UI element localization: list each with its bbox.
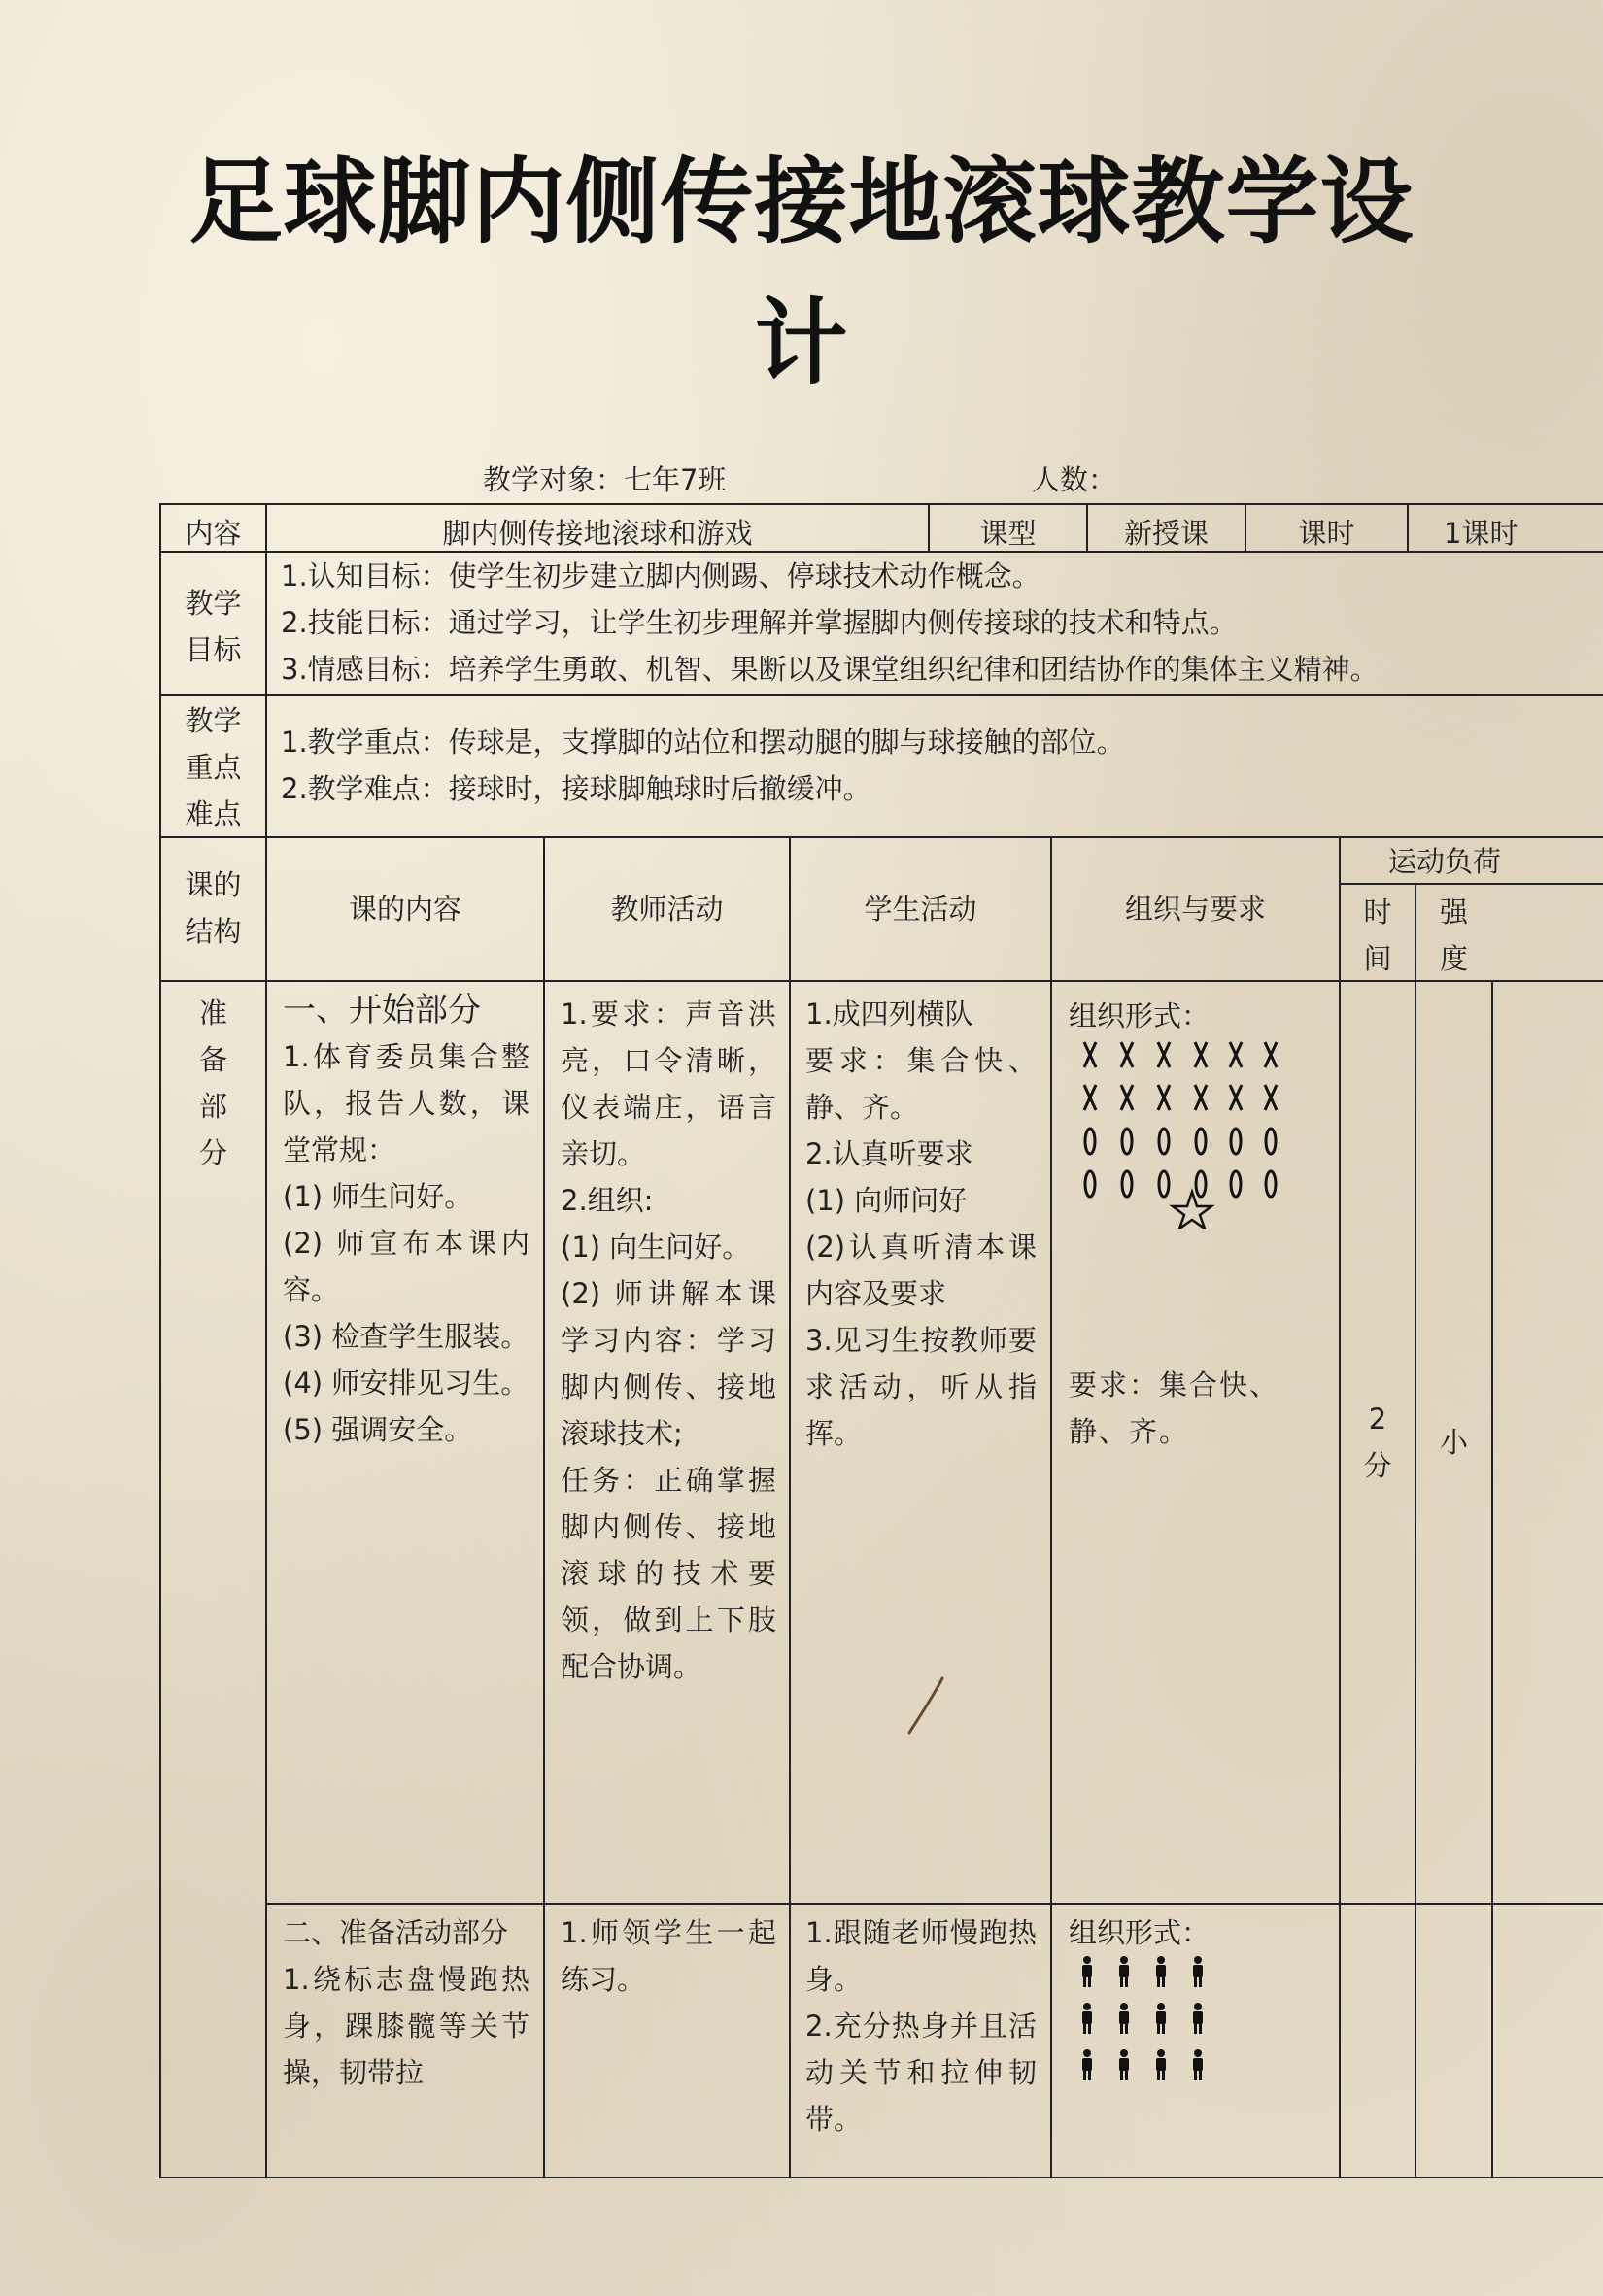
content-line: (1) 师生问好。 [283, 1180, 473, 1213]
warmup-formation [1078, 1956, 1224, 2102]
student-line: 1.跟随老师慢跑热身。 [805, 1916, 1037, 1996]
header-organization: 组织与要求 [1124, 893, 1266, 926]
content-line: (2) 师宣布本课内容。 [283, 1227, 529, 1306]
section1-student [805, 991, 1037, 1457]
formation-diagram [1077, 1034, 1301, 1229]
document-title: 足球脚内侧传接地滚球教学设计 [188, 147, 1415, 397]
keypoints-list [281, 719, 1583, 812]
lesson-hours-value: 1课时 [1444, 517, 1518, 550]
teacher-line: (1) 向生问好。 [561, 1231, 751, 1264]
student-count-label: 人数： [1032, 463, 1117, 496]
content-line: (5) 强调安全。 [283, 1413, 473, 1446]
student-line: 1.成四列横队 [805, 997, 973, 1030]
keypoint-item: 1.教学重点：传球是，支撑脚的站位和摆动腿的脚与球接触的部位。 [281, 726, 1125, 759]
lesson-hours-label: 课时 [1298, 517, 1355, 550]
teaching-target: 教学对象：七年7班 [483, 463, 727, 496]
header-structure: 课的结构 [185, 868, 242, 948]
person-icons [1078, 1956, 1224, 2102]
x-mark-icon [1084, 1042, 1277, 1110]
star-icon [1173, 1192, 1211, 1229]
header-teacher: 教师活动 [610, 893, 724, 926]
section2-content [283, 1909, 529, 2096]
content-line: 1.体育委员集合整队，报告人数，课堂常规： [283, 1040, 529, 1166]
header-load: 运动负荷 [1388, 845, 1502, 878]
student-line: 2.充分热身并且活动关节和拉伸韧带。 [805, 2009, 1037, 2136]
teacher-line: 1.要求：声音洪亮，口令清晰，仪表端庄，语言亲切。 [561, 997, 776, 1170]
header-content: 课的内容 [348, 893, 461, 926]
section1-time: 2分 [1363, 1402, 1392, 1482]
objective-item: 3.情感目标：培养学生勇敢、机智、果断以及课堂组织纪律和团结协作的集体主义精神。 [281, 653, 1379, 686]
student-line: (2)认真听清本课内容及要求 [805, 1231, 1037, 1310]
teacher-line: (2) 师讲解本课学习内容：学习脚内侧传、接地滚球技术; [561, 1277, 776, 1450]
student-line: (1) 向师问好 [805, 1184, 968, 1217]
formation-icons [1077, 1034, 1301, 1229]
ink-scratch [902, 1672, 950, 1740]
section2-org-title: 组织形式： [1069, 1916, 1211, 1949]
section1-content [283, 987, 529, 1453]
content-label: 内容 [185, 517, 242, 550]
content-line: 1.绕标志盘慢跑热身，踝膝髋等关节操，韧带拉 [283, 1963, 529, 2089]
objectives-list [281, 553, 1603, 692]
section2-student [805, 1909, 1037, 2143]
lesson-type-label: 课型 [979, 517, 1037, 550]
teacher-line: 2.组织: [561, 1184, 654, 1217]
section1-teacher [561, 991, 776, 1690]
objectives-label: 教学目标 [185, 587, 242, 666]
objective-item: 2.技能目标：通过学习，让学生初步理解并掌握脚内侧传接球的技术和特点。 [281, 606, 1238, 639]
objective-item: 1.认知目标：使学生初步建立脚内侧踢、停球技术动作概念。 [281, 559, 1040, 592]
person-icon [1082, 1956, 1203, 2080]
student-line: 要求：集合快、静、齐。 [805, 1044, 1037, 1124]
content-line: (4) 师安排见习生。 [283, 1367, 529, 1400]
section1-org-requirement: 要求：集合快、静、齐。 [1069, 1368, 1280, 1448]
content-line: 二、准备活动部分 [283, 1916, 509, 1949]
section1-intensity: 小 [1439, 1426, 1468, 1459]
header-time: 时间 [1363, 895, 1392, 975]
content-value: 脚内侧传接地滚球和游戏 [442, 517, 753, 550]
lesson-plan-table [159, 502, 1603, 2182]
section2-teacher [561, 1909, 776, 2003]
o-mark-icon [1085, 1129, 1276, 1197]
teacher-line: 任务：正确掌握脚内侧传、接地滚球的技术要领，做到上下肢配合协调。 [561, 1464, 776, 1683]
header-student: 学生活动 [864, 893, 977, 926]
student-line: 2.认真听要求 [805, 1137, 973, 1170]
lesson-type-value: 新授课 [1123, 517, 1209, 550]
student-line: 3.见习生按教师要求活动，听从指挥。 [805, 1324, 1037, 1450]
section1-structure: 准备部分 [198, 996, 227, 1169]
content-line: (3) 检查学生服装。 [283, 1320, 529, 1353]
section1-content-title: 一、开始部分 [283, 991, 481, 1030]
teacher-line: 1.师领学生一起练习。 [561, 1916, 776, 1996]
keypoint-item: 2.教学难点：接球时，接球脚触球时后撤缓冲。 [281, 772, 871, 805]
section1-org-title: 组织形式： [1069, 999, 1211, 1032]
header-intensity: 强度 [1439, 895, 1468, 975]
keypoints-label: 教学重点难点 [185, 704, 242, 830]
